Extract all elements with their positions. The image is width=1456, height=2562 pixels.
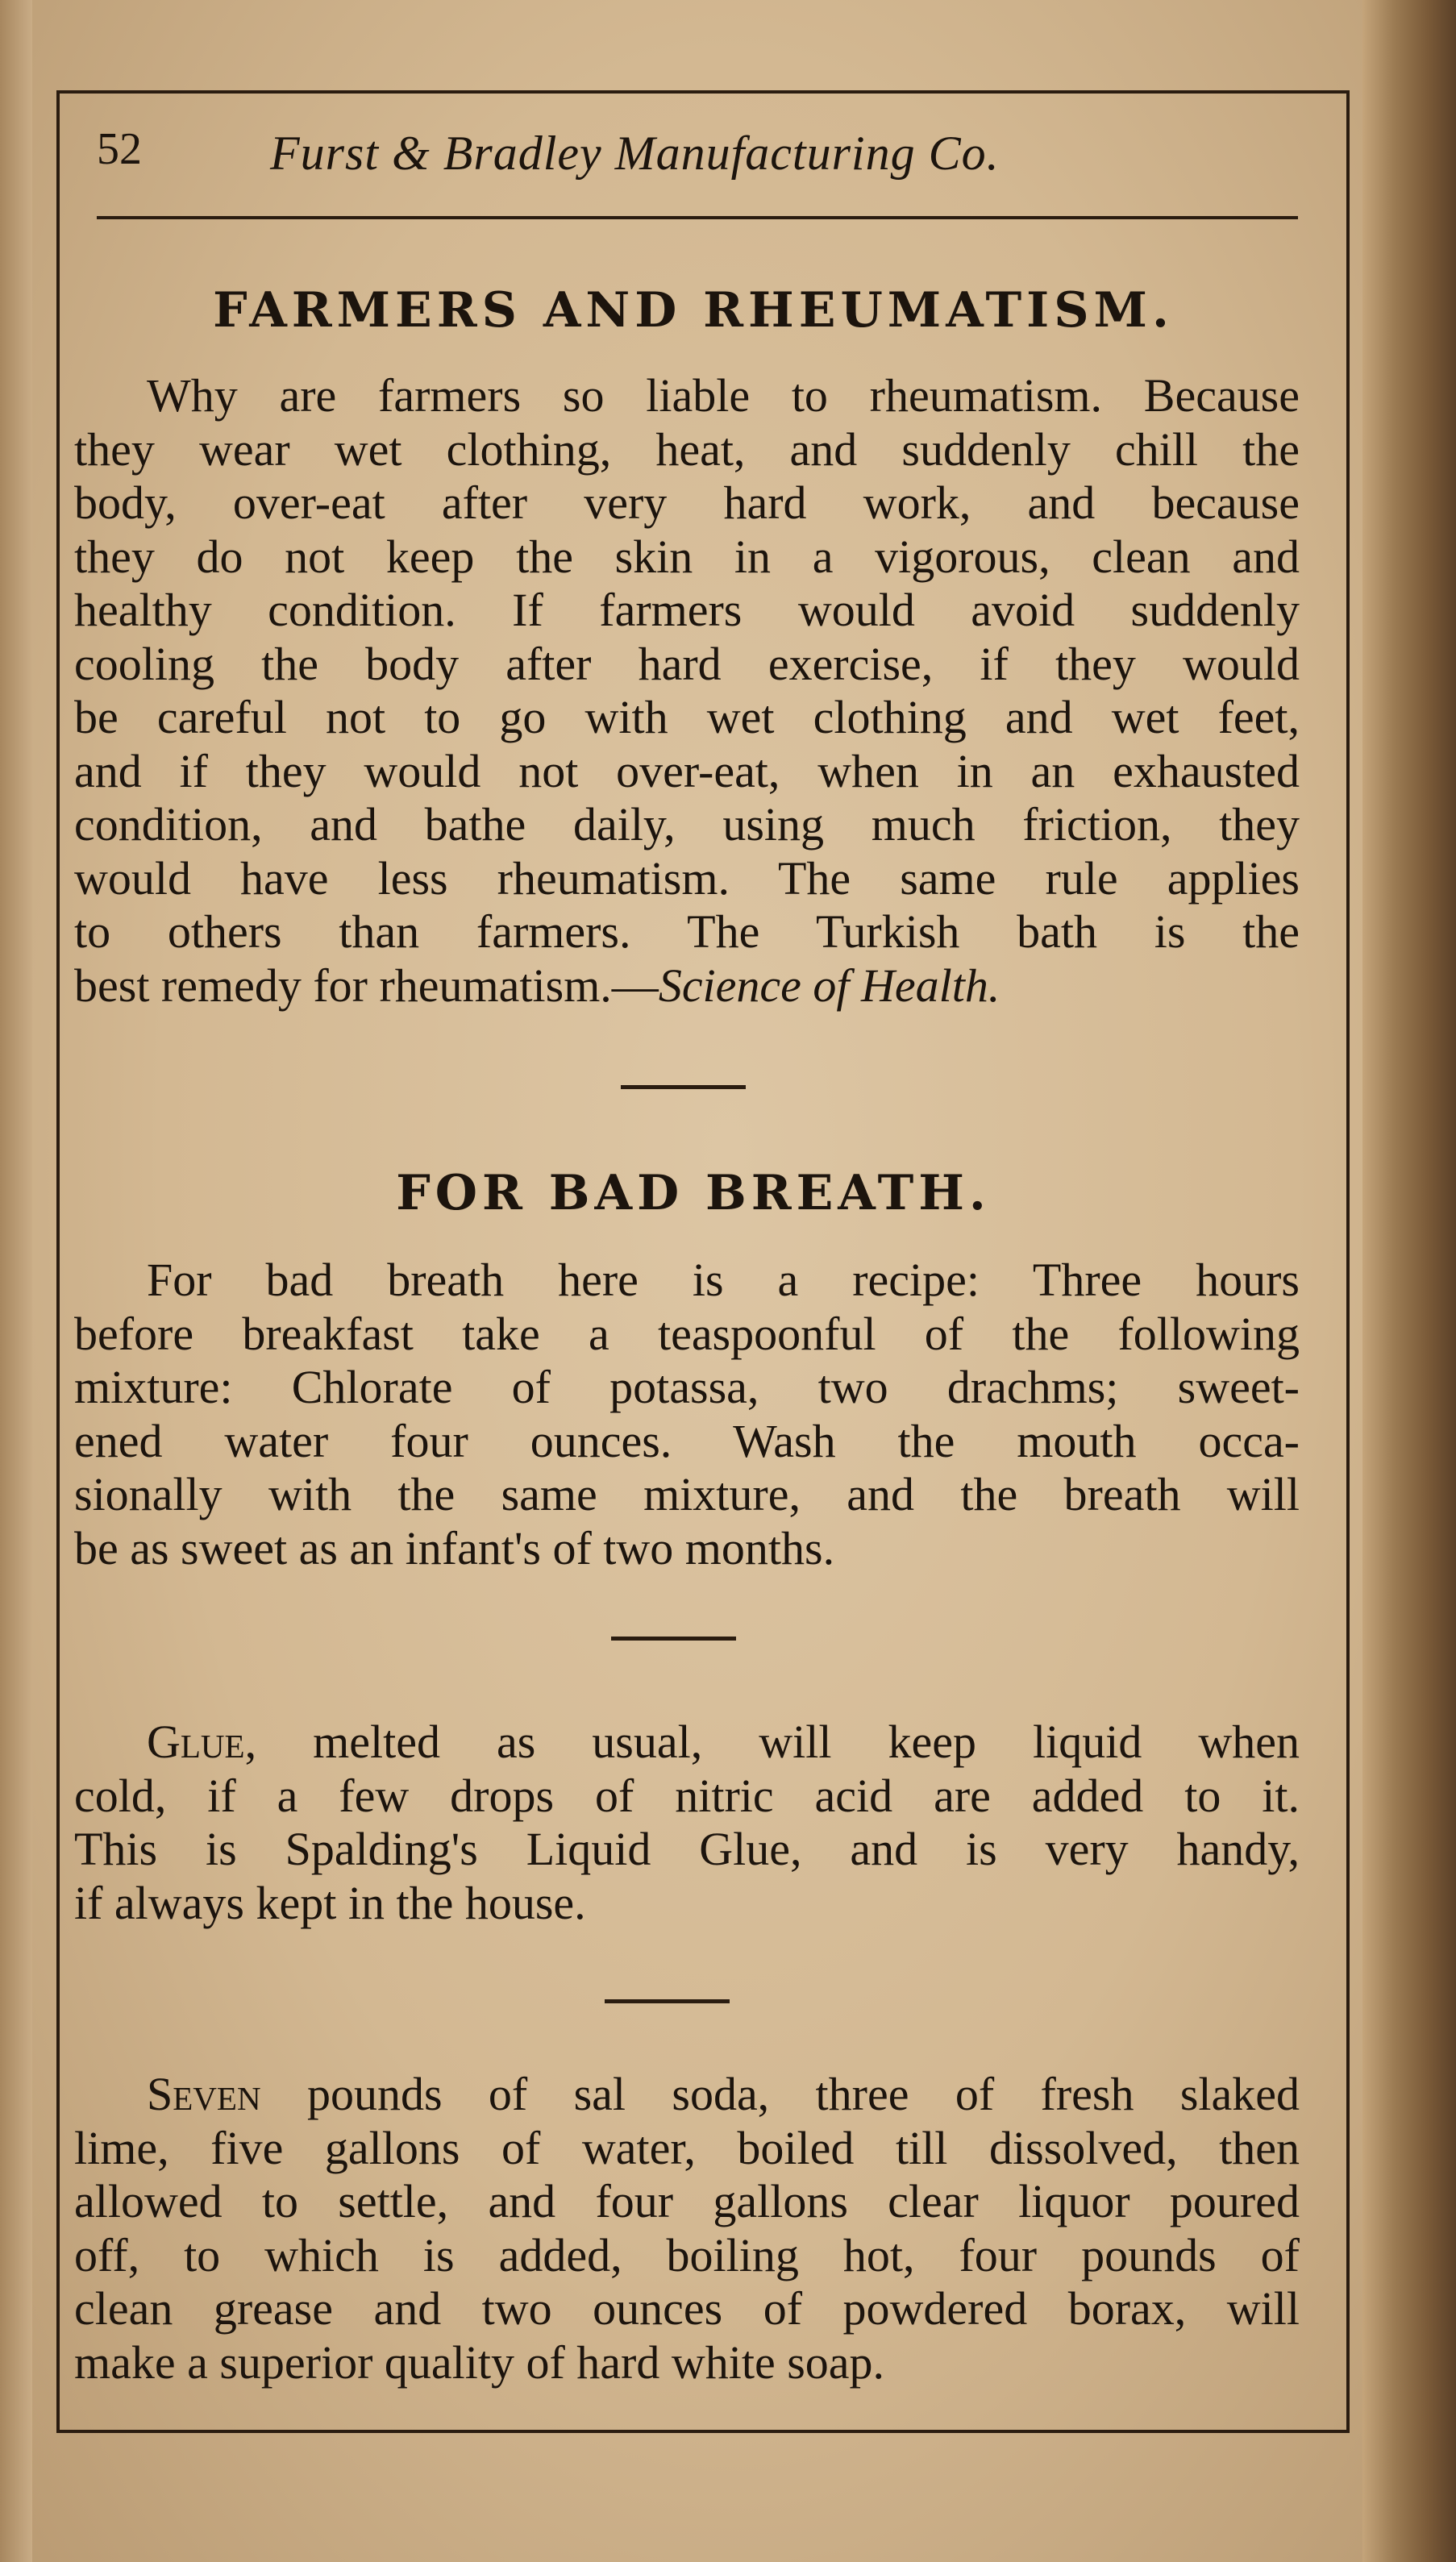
lead-word: Glue,	[147, 1716, 257, 1768]
text-line: and if they would not over-eat, when in an exhausted	[74, 744, 1300, 797]
text-line: to others than farmers. The Turkish bath is the	[74, 905, 1300, 958]
lead-word: Seven	[147, 2068, 261, 2120]
text-line: This is Spalding's Liquid Glue, and is very handy,	[74, 1823, 1300, 1875]
text-line: they do not keep the skin in a vigorous, clean and	[74, 530, 1300, 583]
running-head: Furst & Bradley Manufacturing Co.	[270, 127, 1000, 180]
text-line: lime, five gallons of water, boiled till dissolved, then	[74, 2121, 1300, 2174]
header-rule	[97, 216, 1298, 219]
page-left-edge	[0, 0, 32, 2562]
text-line: cold, if a few drops of nitric acid are added to it.	[74, 1769, 1300, 1822]
text-line	[74, 1716, 1300, 1770]
text-line: if always kept in the house.	[74, 1876, 586, 1929]
text-line: be careful not to go with wet clothing and wet feet,	[74, 691, 1300, 743]
section-title-rheumatism: FARMERS AND RHEUMATISM.	[213, 282, 1174, 339]
text-line: Why are farmers so liable to rheumatism. Because	[147, 369, 1300, 422]
paragraph-bad-breath	[74, 1254, 1300, 1575]
text-line: make a superior quality of hard white soap.	[74, 2335, 885, 2389]
section-divider	[605, 1999, 730, 2003]
text-line: mixture: Chlorate of potassa, two drachms; sweet-	[74, 1361, 1300, 1413]
text-fragment: melted as usual, will keep liquid when	[313, 1716, 1300, 1768]
text-line: condition, and bathe daily, using much friction, they	[74, 798, 1300, 851]
text-line: they wear wet clothing, heat, and suddenly chill the	[74, 422, 1300, 476]
book-spine-edge	[1362, 0, 1456, 2562]
paragraph-soap	[74, 2068, 1300, 2389]
text-line: For bad breath here is a recipe: Three hours	[147, 1254, 1300, 1306]
text-line: healthy condition. If farmers would avoid suddenly	[74, 584, 1300, 636]
text-line: clean grease and two ounces of powdered borax, will	[74, 2282, 1300, 2335]
text-fragment: best remedy for rheumatism.—	[74, 959, 659, 1012]
text-line: body, over-eat after very hard work, and because	[74, 476, 1300, 529]
paragraph-rheumatism	[74, 369, 1300, 1013]
paragraph-glue	[74, 1716, 1300, 1930]
text-fragment: pounds of sal soda, three of fresh slaked	[306, 2068, 1300, 2120]
text-line: cooling the body after hard exercise, if they would	[74, 637, 1300, 690]
page-number: 52	[97, 124, 142, 174]
text-line: sionally with the same mixture, and the breath will	[74, 1468, 1300, 1520]
text-line	[74, 959, 1300, 1013]
section-title-bad-breath: FOR BAD BREATH.	[396, 1165, 991, 1221]
text-line: allowed to settle, and four gallons clear liquor poured	[74, 2175, 1300, 2227]
text-line: ened water four ounces. Wash the mouth occa-	[74, 1414, 1300, 1467]
text-line: be as sweet as an infant's of two months.	[74, 1521, 835, 1574]
text-line: off, to which is added, boiling hot, four pounds of	[74, 2228, 1300, 2281]
section-divider	[611, 1637, 736, 1641]
source-citation: Science of Health.	[658, 959, 1000, 1012]
section-divider	[621, 1085, 746, 1089]
text-line: before breakfast take a teaspoonful of the following	[74, 1307, 1300, 1360]
text-line	[74, 2068, 1300, 2122]
page-header	[97, 121, 1306, 193]
text-line: would have less rheumatism. The same rule applies	[74, 851, 1300, 905]
